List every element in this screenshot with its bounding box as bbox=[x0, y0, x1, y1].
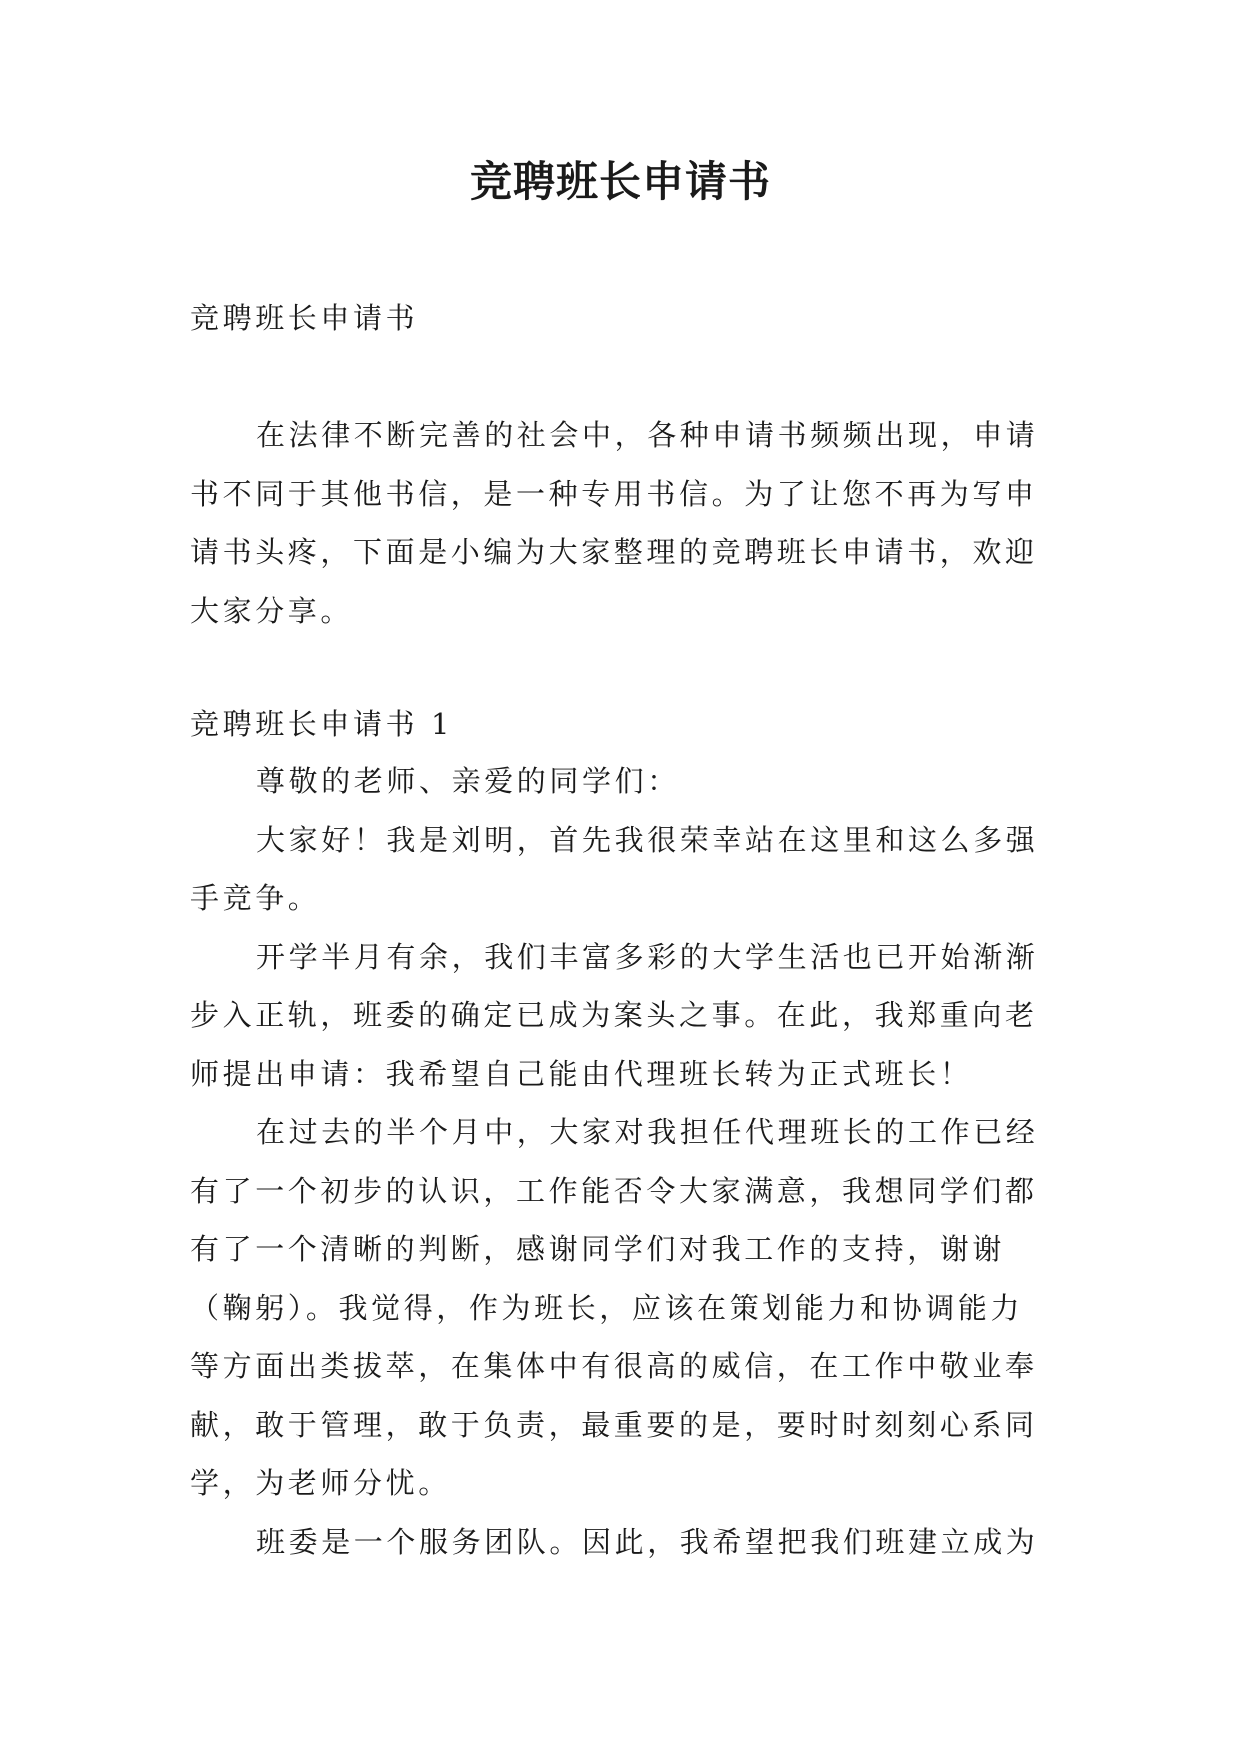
section-heading: 竞聘班长申请书 1 bbox=[190, 707, 454, 741]
salutation: 尊敬的老师、亲爱的同学们： bbox=[256, 764, 680, 798]
document-title: 竞聘班长申请书 bbox=[469, 157, 771, 206]
body-paragraph: 开学半月有余，我们丰富多彩的大学生活也已开始渐渐步入正轨，班委的确定已成为案头之事。在此，我郑重向老师提出申请：我希望自己能由代理班长转为正式班长！ bbox=[190, 939, 1039, 1091]
body-paragraph: 大家好！我是刘明，首先我很荣幸站在这里和这么多强手竞争。 bbox=[190, 822, 1039, 915]
body-paragraph: 班委是一个服务团队。因此，我希望把我们班建立成为 bbox=[256, 1524, 1039, 1559]
letter-body bbox=[190, 752, 1050, 1571]
document-subtitle: 竞聘班长申请书 bbox=[190, 301, 419, 335]
body-paragraph: 在过去的半个月中，大家对我担任代理班长的工作已经有了一个初步的认识，工作能否令大家满意，我想同学们都有了一个清晰的判断，感谢同学们对我工作的支持，谢谢（鞠躬）。我觉得，作为班长，应该在策划能力和协调能力等方面出类拔萃，在集体中有很高的威信，在工作中敬业奉献，敢于管理，敢于负责，最重要的是，要时时刻刻心系同学，为老师分忧。 bbox=[190, 1115, 1039, 1500]
intro-paragraph: 在法律不断完善的社会中，各种申请书频频出现，申请书不同于其他书信，是一种专用书信。为了让您不再为写申请书头疼，下面是小编为大家整理的竞聘班长申请书，欢迎大家分享。 bbox=[190, 418, 1039, 628]
